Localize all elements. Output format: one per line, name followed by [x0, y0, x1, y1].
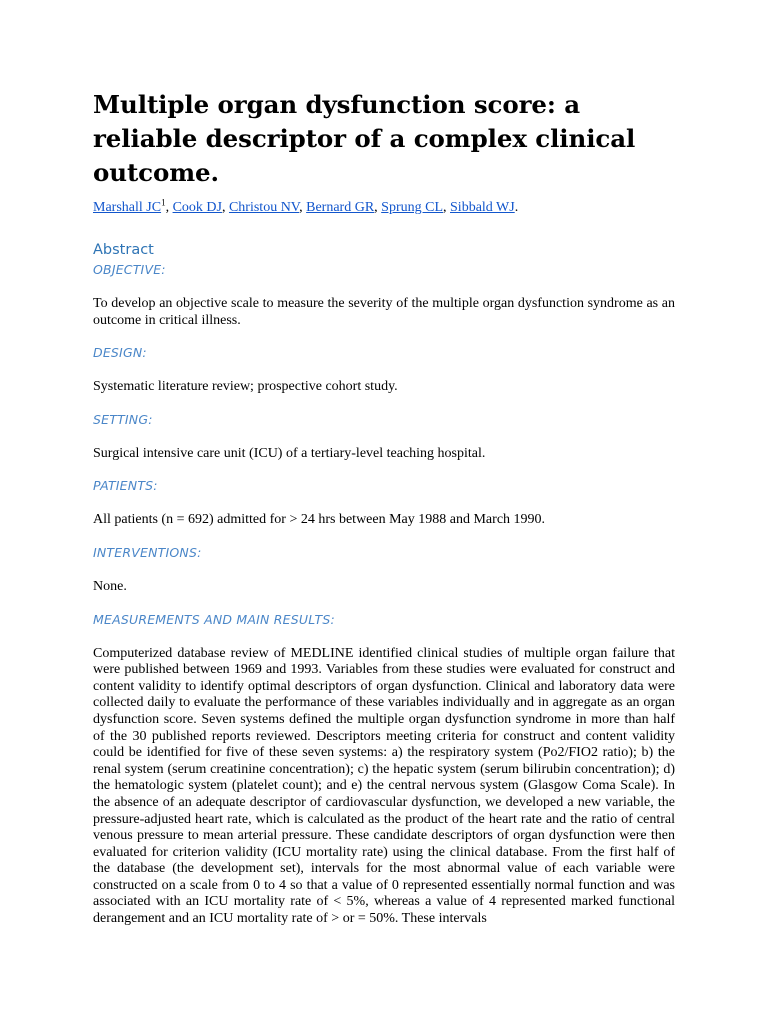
- author-separator: ,: [443, 200, 451, 215]
- design-text: Systematic literature review; prospective cohort study.: [93, 379, 398, 395]
- author-affiliation-marker: 1: [161, 197, 166, 208]
- author-link-sprung[interactable]: Sprung CL: [381, 200, 444, 215]
- objective-text: To develop an objective scale to measure the severity of the multiple organ dysfunction syndrome as an outcome in critical illness.: [93, 296, 675, 328]
- patients-label: PATIENTS:: [93, 478, 158, 494]
- design-label: DESIGN:: [93, 345, 147, 361]
- author-link-bernard[interactable]: Bernard GR: [306, 200, 375, 215]
- author-separator: ,: [299, 200, 307, 215]
- article: [93, 88, 675, 928]
- interventions-text: None.: [93, 578, 127, 594]
- abstract-heading: Abstract: [93, 242, 154, 258]
- setting-text: Surgical intensive care unit (ICU) of a tertiary-level teaching hospital.: [93, 445, 486, 461]
- author-separator: ,: [165, 200, 173, 215]
- author-list-end: .: [514, 200, 519, 215]
- article-title: Multiple organ dysfunction score: a reliable descriptor of a complex clinical outcome.: [93, 90, 636, 187]
- setting-label: SETTING:: [93, 411, 153, 427]
- author-link-christou[interactable]: Christou NV: [228, 200, 300, 215]
- results-text: Computerized database review of MEDLINE identified clinical studies of multiple organ failure that were published between 1969 and 1993. Variables from these studies were evaluated for construct and content validity to identify optimal descriptors of organ dysfunction. Clinical and laboratory data were collected daily to evaluate the performance of these variables individually and in aggregate as an organ dysfunction score. Seven systems defined the multiple organ dysfunction syndrome in more than half of the 30 published reports reviewed. Descriptors meeting criteria for construct and content validity could be identified for five of these seven systems: a) the respiratory system (Po2/FIO2 ratio); b) the renal system (serum creatinine concentration); c) the hepatic system (serum bilirubin concentration); d) the hematologic system (platelet count); and e) the central nervous system (Glasgow Coma Scale). In the absence of an adequate descriptor of cardiovascular dysfunction, we developed a new variable, the pressure-adjusted heart rate, which is calculated as the product of the heart rate and the ratio of central venous pressure to mean arterial pressure. These candidate descriptors of organ dysfunction were then evaluated for criterion validity (ICU mortality rate) using the clinical database. From the first half of the database (the development set), intervals for the most abnormal value of each variable were constructed on a scale from 0 to 4 so that a value of 0 represented essentially normal function and was associated with an ICU mortality rate of < 5%, whereas a value of 4 represented marked functional derangement and an ICU mortality rate of > or = 50%. These intervals: [93, 645, 675, 927]
- author-link-sibbald[interactable]: Sibbald WJ: [450, 200, 515, 215]
- interventions-label: INTERVENTIONS:: [93, 544, 202, 560]
- author-separator: ,: [221, 200, 229, 215]
- results-label: MEASUREMENTS AND MAIN RESULTS:: [93, 611, 335, 627]
- author-separator: ,: [374, 200, 382, 215]
- author-list: [93, 199, 675, 217]
- objective-label: OBJECTIVE:: [93, 262, 166, 277]
- author-link-marshall[interactable]: Marshall JC: [93, 200, 162, 215]
- patients-text: All patients (n = 692) admitted for > 24 hrs between May 1988 and March 1990.: [93, 512, 546, 528]
- author-link-cook[interactable]: Cook DJ: [172, 200, 222, 215]
